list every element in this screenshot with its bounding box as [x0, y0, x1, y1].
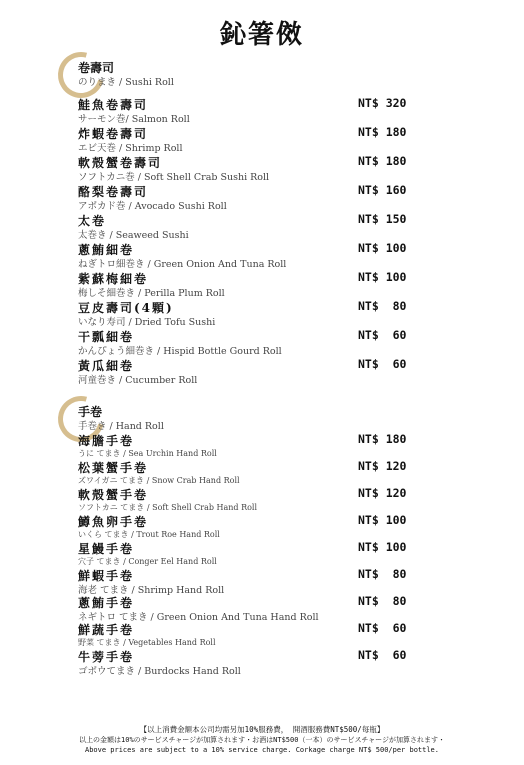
- section-header: [78, 400, 418, 432]
- item-price: NT$ 120: [358, 459, 407, 473]
- item-subtitle: ソフトカニ巻 / Soft Shell Crab Sushi Roll: [78, 172, 270, 183]
- item-name: 海膽手卷: [78, 434, 135, 448]
- item-price: NT$ 160: [358, 183, 407, 197]
- item-price: NT$ 80: [358, 594, 407, 608]
- item-name: 軟殼蟹手卷: [78, 488, 149, 502]
- item-subtitle: 河童巻き / Cucumber Roll: [78, 375, 198, 386]
- item-name: 鮮蔬手卷: [78, 623, 135, 637]
- menu-item: [78, 621, 418, 648]
- item-subtitle: 野菜 てまき / Vegetables Hand Roll: [78, 638, 216, 647]
- menu-item: [78, 567, 418, 594]
- menu-item: [78, 125, 418, 154]
- item-name: 蔥鮪手卷: [78, 596, 135, 610]
- item-name: 鱒魚卵手卷: [78, 515, 149, 529]
- item-price: NT$ 80: [358, 567, 407, 581]
- item-price: NT$ 120: [358, 486, 407, 500]
- item-name: 蔥鮪細卷: [78, 243, 135, 257]
- item-name: 干瓢細卷: [78, 330, 135, 344]
- item-name: 紫蘇梅細卷: [78, 272, 149, 286]
- item-subtitle: 海老 てまき / Shrimp Hand Roll: [78, 585, 225, 596]
- restaurant-logo: 鈊箸傚: [219, 20, 304, 50]
- item-subtitle: うに てまき / Sea Urchin Hand Roll: [78, 449, 217, 458]
- footer-note-chinese: 【以上消費金額本公司均需另加10%服務費， 開酒服務費NT$500/每瓶】: [139, 725, 385, 734]
- item-price: NT$ 100: [358, 270, 407, 284]
- section-subtitle: のりまき / Sushi Roll: [78, 77, 174, 88]
- section-hand-roll: [78, 400, 418, 675]
- menu-item: [78, 299, 418, 328]
- section-title: 卷壽司: [78, 61, 115, 75]
- section-header: [78, 56, 418, 96]
- item-subtitle: サーモン巻/ Salmon Roll: [78, 114, 190, 125]
- menu-item: [78, 357, 418, 386]
- item-subtitle: ゴボウてまき / Burdocks Hand Roll: [78, 666, 241, 677]
- item-name: 星鰻手卷: [78, 542, 135, 556]
- item-subtitle: ねぎトロ細巻き / Green Onion And Tuna Roll: [78, 259, 287, 270]
- menu-item: [78, 270, 418, 299]
- item-name: 豆皮壽司(4顆): [78, 301, 174, 315]
- item-name: 松葉蟹手卷: [78, 461, 149, 475]
- section-sushi-roll: [78, 56, 418, 386]
- item-price: NT$ 60: [358, 648, 407, 662]
- menu-item: [78, 540, 418, 567]
- footer-note-japanese: 以上の金額は10%のサービスチャージが加算されます・お酒はNT$500（一本）のサービスチャージが加算されます・: [79, 736, 445, 744]
- item-price: NT$ 180: [358, 125, 407, 139]
- menu-item: [78, 154, 418, 183]
- menu-item: [78, 241, 418, 270]
- item-name: 酪梨卷壽司: [78, 185, 149, 199]
- menu-item: [78, 594, 418, 621]
- menu-item: [78, 328, 418, 357]
- section-subtitle: 手巻き / Hand Roll: [78, 421, 164, 432]
- item-subtitle: エビ天巻 / Shrimp Roll: [78, 143, 183, 154]
- item-name: 軟殼蟹卷壽司: [78, 156, 163, 170]
- item-price: NT$ 100: [358, 241, 407, 255]
- item-subtitle: 穴子 てまき / Conger Eel Hand Roll: [78, 557, 217, 566]
- item-subtitle: アボカド巻 / Avocado Sushi Roll: [78, 201, 227, 212]
- item-name: 鮮蝦手卷: [78, 569, 135, 583]
- item-price: NT$ 100: [358, 513, 407, 527]
- menu-item: [78, 459, 418, 486]
- menu-item: [78, 96, 418, 125]
- menu-item: [78, 183, 418, 212]
- item-subtitle: ソフトカニ てまき / Soft Shell Crab Hand Roll: [78, 503, 258, 512]
- item-name: 牛蒡手卷: [78, 650, 135, 664]
- item-name: 太卷: [78, 214, 107, 228]
- item-price: NT$ 60: [358, 621, 407, 635]
- item-price: NT$ 320: [358, 96, 407, 110]
- item-price: NT$ 60: [358, 328, 407, 342]
- item-subtitle: ズワイガニ てまき / Snow Crab Hand Roll: [78, 476, 240, 485]
- item-subtitle: 梅しそ細巻き / Perilla Plum Roll: [78, 288, 225, 299]
- item-price: NT$ 150: [358, 212, 407, 226]
- item-subtitle: 太巻き / Seaweed Sushi: [78, 230, 189, 241]
- item-name: 黃瓜細卷: [78, 359, 135, 373]
- menu-item: [78, 212, 418, 241]
- item-subtitle: いくら てまき / Trout Roe Hand Roll: [78, 530, 220, 539]
- item-name: 鮭魚卷壽司: [78, 98, 149, 112]
- section-title: 手卷: [78, 405, 103, 419]
- item-price: NT$ 80: [358, 299, 407, 313]
- item-subtitle: かんぴょう細巻き / Hispid Bottle Gourd Roll: [78, 346, 282, 357]
- menu-item: [78, 486, 418, 513]
- item-name: 炸蝦卷壽司: [78, 127, 149, 141]
- item-price: NT$ 180: [358, 432, 407, 446]
- item-price: NT$ 100: [358, 540, 407, 554]
- menu-item: [78, 513, 418, 540]
- footer-note-english: Above prices are subject to a 10% service charge. Corkage charge NT$ 500/per bottle.: [84, 746, 439, 754]
- menu-item: [78, 648, 418, 675]
- item-price: NT$ 60: [358, 357, 407, 371]
- item-subtitle: ネギトロ てまき / Green Onion And Tuna Hand Roll: [78, 612, 319, 623]
- menu-item: [78, 432, 418, 459]
- item-subtitle: いなり寿司 / Dried Tofu Sushi: [78, 317, 216, 328]
- item-price: NT$ 180: [358, 154, 407, 168]
